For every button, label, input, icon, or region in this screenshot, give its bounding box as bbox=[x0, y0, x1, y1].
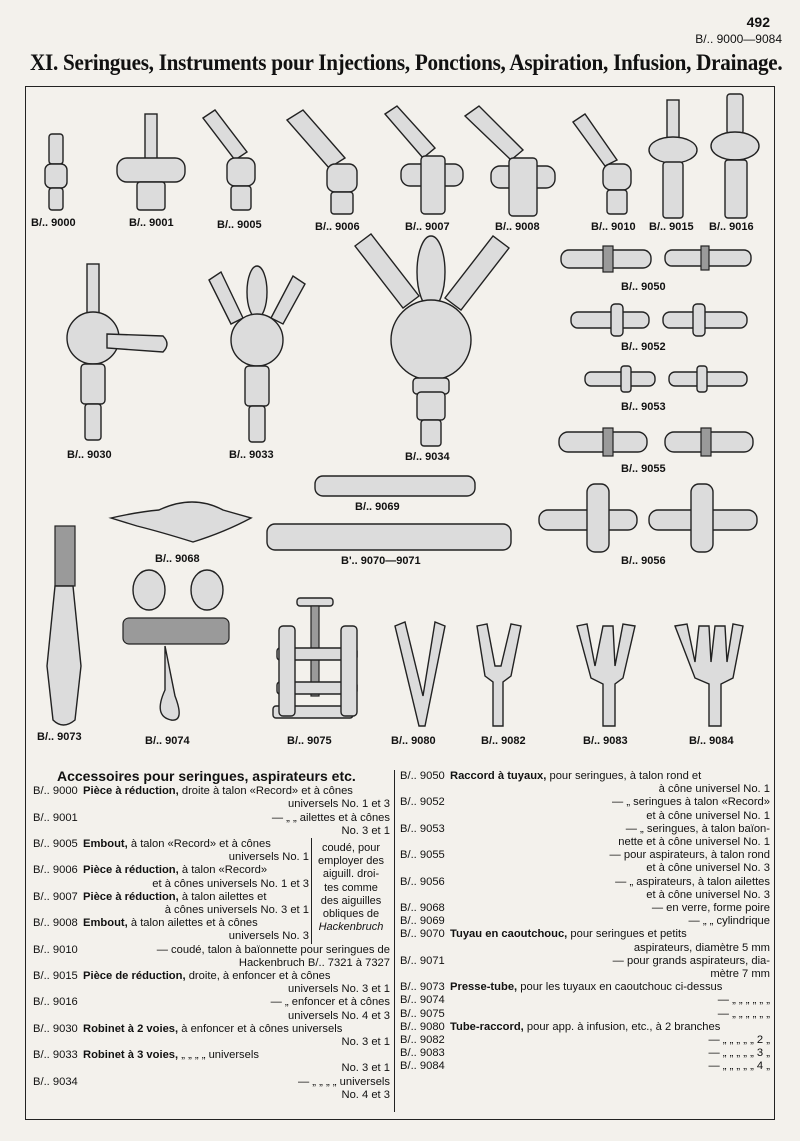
item-name: Raccord à tuyaux, bbox=[450, 770, 547, 782]
part-9069-image bbox=[315, 476, 475, 496]
item-code: B/.. 9016 bbox=[33, 996, 78, 1009]
part-9084-image bbox=[675, 624, 743, 726]
item-desc-cont: universels No. 3 et 1 bbox=[288, 983, 390, 996]
part-9068-image bbox=[111, 502, 251, 542]
item-desc: — coudé, talon à baïonnette pour seringues de bbox=[156, 943, 390, 956]
side-line: tes comme bbox=[324, 881, 378, 894]
item-desc-cont: mètre 7 mm bbox=[710, 968, 770, 981]
column-divider bbox=[394, 770, 395, 1112]
part-9083-image bbox=[577, 624, 635, 726]
item-desc: — en verre, forme poire bbox=[651, 902, 770, 915]
item-desc-cont: à cône universel No. 1 bbox=[658, 783, 770, 796]
item-desc: — „ aspirateurs, à talon ailettes bbox=[615, 875, 770, 888]
item-desc: — „ „ „ „ „ 3 „ bbox=[708, 1047, 770, 1060]
part-9050-image bbox=[561, 246, 751, 272]
part-9010-image bbox=[573, 114, 631, 214]
item-desc: — „ „ „ „ „ 2 „ bbox=[708, 1034, 770, 1047]
item-name: Pièce à réduction, bbox=[83, 785, 179, 798]
item-group-9005-9008 bbox=[33, 838, 390, 944]
item-9082 bbox=[400, 1034, 770, 1047]
item-code: B/.. 9083 bbox=[400, 1047, 445, 1060]
label-9016: B/.. 9016 bbox=[709, 221, 754, 233]
part-9006-image bbox=[287, 110, 357, 214]
items-9010-9034 bbox=[33, 944, 390, 1102]
item-code: B/.. 9068 bbox=[400, 902, 445, 915]
item-desc: à talon ailettes et à cônes bbox=[130, 917, 258, 930]
label-9034: B/.. 9034 bbox=[405, 451, 450, 463]
item-9052 bbox=[400, 796, 770, 822]
item-9084 bbox=[400, 1060, 770, 1073]
item-9083 bbox=[400, 1047, 770, 1060]
item-name: Embout, bbox=[83, 917, 128, 930]
item-code: B/.. 9001 bbox=[33, 811, 78, 824]
item-code: B/.. 9053 bbox=[400, 822, 445, 835]
item-desc-cont: No. 4 et 3 bbox=[341, 1088, 390, 1101]
item-9001 bbox=[33, 812, 390, 838]
item-9075 bbox=[400, 1008, 770, 1021]
item-desc: droite à talon «Record» et à cônes bbox=[181, 785, 353, 798]
part-9070-9071-image bbox=[267, 524, 511, 550]
side-line: employer des bbox=[317, 855, 385, 868]
item-desc-cont: à cônes universels No. 3 et 1 bbox=[164, 904, 309, 917]
item-desc: — „ enfoncer et à cônes bbox=[270, 996, 390, 1009]
item-desc: pour app. à infusion, etc., à 2 branches bbox=[526, 1020, 721, 1033]
label-9070-9071: B'.. 9070—9071 bbox=[341, 555, 421, 567]
side-line: obliques de bbox=[322, 908, 380, 921]
accessories-heading: Accessoires pour seringues, aspirateurs etc. bbox=[57, 768, 356, 784]
item-desc-cont: et à cône universel No. 1 bbox=[646, 809, 770, 822]
item-desc: „ „ „ „ universels bbox=[181, 1049, 259, 1062]
item-code: B/.. 9010 bbox=[33, 943, 78, 956]
item-desc: — „ „ „ „ „ „ bbox=[717, 1007, 770, 1020]
part-9005-image bbox=[203, 110, 255, 210]
part-9000-image bbox=[45, 134, 67, 210]
label-9055: B/.. 9055 bbox=[621, 463, 666, 475]
part-9052-image bbox=[571, 304, 747, 336]
label-9053: B/.. 9053 bbox=[621, 401, 666, 413]
item-name: Pièce à réduction, bbox=[83, 864, 179, 877]
item-9074 bbox=[400, 994, 770, 1007]
item-code: B/.. 9082 bbox=[400, 1034, 445, 1047]
label-9015: B/.. 9015 bbox=[649, 221, 694, 233]
item-code: B/.. 9055 bbox=[400, 849, 445, 862]
part-9056-image bbox=[539, 484, 757, 552]
item-9055 bbox=[400, 849, 770, 875]
item-9053 bbox=[400, 823, 770, 849]
item-name: Pièce à réduction, bbox=[83, 890, 179, 903]
item-name: Embout, bbox=[83, 838, 128, 851]
item-code: B/.. 9073 bbox=[400, 981, 445, 994]
item-code: B/.. 9034 bbox=[33, 1075, 78, 1088]
label-9084: B/.. 9084 bbox=[689, 735, 734, 747]
item-desc: — „ „ cylindrique bbox=[688, 915, 770, 928]
label-9083: B/.. 9083 bbox=[583, 735, 628, 747]
part-9073-image bbox=[47, 526, 81, 725]
label-9001: B/.. 9001 bbox=[129, 217, 174, 229]
item-9056 bbox=[400, 876, 770, 902]
item-code: B/.. 9000 bbox=[33, 785, 78, 798]
label-9008: B/.. 9008 bbox=[495, 221, 540, 233]
item-name: Robinet à 3 voies, bbox=[83, 1049, 179, 1062]
item-desc-cont: No. 3 et 1 bbox=[341, 1036, 390, 1049]
label-9050: B/.. 9050 bbox=[621, 281, 666, 293]
page-number: 492 bbox=[746, 14, 770, 30]
item-9034 bbox=[33, 1076, 390, 1102]
item-desc: — „ „ „ „ „ 4 „ bbox=[708, 1060, 770, 1073]
item-desc: — pour grands aspirateurs, dia- bbox=[612, 954, 770, 967]
item-code: B/.. 9007 bbox=[33, 890, 78, 903]
item-desc-cont: universels No. 1 et 3 bbox=[288, 798, 390, 811]
item-name: Tuyau en caoutchouc, bbox=[450, 928, 568, 941]
label-9010: B/.. 9010 bbox=[591, 221, 636, 233]
item-9030 bbox=[33, 1023, 390, 1049]
item-code: B/.. 9080 bbox=[400, 1020, 445, 1033]
item-name: Tube-raccord, bbox=[450, 1020, 524, 1033]
label-9052: B/.. 9052 bbox=[621, 341, 666, 353]
part-9008-image bbox=[465, 106, 555, 216]
side-line: coudé, pour bbox=[321, 842, 381, 855]
item-desc: pour seringues et petits bbox=[570, 928, 687, 941]
part-9030-image bbox=[67, 264, 167, 440]
item-desc-cont: universels No. 4 et 3 bbox=[288, 1009, 390, 1022]
label-9005: B/.. 9005 bbox=[217, 219, 262, 231]
side-line: Hackenbruch bbox=[318, 921, 384, 934]
label-9006: B/.. 9006 bbox=[315, 221, 360, 233]
part-9001-image bbox=[117, 114, 185, 210]
item-desc-cont: No. 3 et 1 bbox=[341, 1062, 390, 1075]
group-side-note bbox=[311, 838, 390, 944]
label-9075: B/.. 9075 bbox=[287, 735, 332, 747]
part-9016-image bbox=[711, 94, 759, 218]
item-desc: à enfoncer et à cônes universels bbox=[181, 1022, 343, 1035]
item-desc-cont: et à cône universel No. 3 bbox=[646, 888, 770, 901]
part-9034-image bbox=[355, 234, 509, 446]
item-code: B/.. 9071 bbox=[400, 954, 445, 967]
part-9015-image bbox=[649, 100, 697, 218]
item-code: B/.. 9008 bbox=[33, 917, 78, 930]
item-desc: à talon «Record» bbox=[181, 864, 268, 877]
item-desc: — „ seringues à talon «Record» bbox=[612, 796, 770, 809]
label-9033: B/.. 9033 bbox=[229, 449, 274, 461]
item-desc: — „ „ ailettes et à cônes bbox=[271, 811, 390, 824]
item-9080 bbox=[400, 1021, 770, 1034]
item-code: B/.. 9005 bbox=[33, 838, 78, 851]
item-code: B/.. 9069 bbox=[400, 915, 445, 928]
item-desc-cont: universels No. 1 bbox=[228, 851, 309, 864]
part-9075-image bbox=[273, 598, 357, 718]
item-name: Pièce de réduction, bbox=[83, 970, 186, 983]
item-code: B/.. 9015 bbox=[33, 970, 78, 983]
item-code: B/.. 9033 bbox=[33, 1049, 78, 1062]
item-9070 bbox=[400, 928, 770, 954]
label-9068: B/.. 9068 bbox=[155, 553, 200, 565]
part-9053-image bbox=[585, 366, 747, 392]
item-code: B/.. 9006 bbox=[33, 864, 78, 877]
label-9056: B/.. 9056 bbox=[621, 555, 666, 567]
item-9016 bbox=[33, 996, 390, 1022]
part-9033-image bbox=[209, 266, 305, 442]
item-code: B/.. 9056 bbox=[400, 875, 445, 888]
item-9000 bbox=[33, 785, 390, 811]
item-desc-cont: universels No. 3 bbox=[228, 930, 309, 943]
label-9007: B/.. 9007 bbox=[405, 221, 450, 233]
item-9069 bbox=[400, 915, 770, 928]
item-desc: — „ „ „ „ „ „ bbox=[717, 994, 770, 1007]
label-9069: B/.. 9069 bbox=[355, 501, 400, 513]
item-code: B/.. 9030 bbox=[33, 1022, 78, 1035]
part-9080-image bbox=[395, 622, 445, 726]
label-9074: B/.. 9074 bbox=[145, 735, 190, 747]
item-9015 bbox=[33, 970, 390, 996]
label-9080: B/.. 9080 bbox=[391, 735, 436, 747]
page-reference: B/.. 9000—9084 bbox=[695, 32, 782, 46]
page-title: XI. Seringues, Instruments pour Injections, Ponctions, Aspiration, Infusion, Drainage. bbox=[30, 50, 783, 75]
part-9055-image bbox=[559, 428, 753, 456]
item-desc: pour seringues, à talon rond et bbox=[549, 770, 702, 782]
item-name: Presse-tube, bbox=[450, 981, 518, 994]
item-code: B/.. 9074 bbox=[400, 994, 445, 1007]
side-line: aiguill. droi- bbox=[322, 868, 380, 881]
item-9071 bbox=[400, 955, 770, 981]
part-9074-image bbox=[123, 570, 229, 720]
label-9073: B/.. 9073 bbox=[37, 731, 82, 743]
part-9007-image bbox=[385, 106, 463, 214]
item-code: B/.. 9084 bbox=[400, 1060, 445, 1073]
item-desc: — „ „ „ „ universels bbox=[298, 1075, 390, 1088]
item-9010 bbox=[33, 944, 390, 970]
part-9082-image bbox=[477, 624, 521, 726]
item-9033 bbox=[33, 1049, 390, 1075]
item-code: B/.. 9075 bbox=[400, 1007, 445, 1020]
item-desc: — „ seringues, à talon baïon- bbox=[625, 822, 770, 835]
item-code: B/.. 9050 bbox=[400, 770, 445, 782]
item-desc: à talon ailettes et bbox=[181, 890, 267, 903]
item-desc: droite, à enfoncer et à cônes bbox=[188, 970, 331, 983]
accessories-right-column bbox=[400, 770, 770, 1074]
item-desc-cont: No. 3 et 1 bbox=[341, 824, 390, 837]
item-desc-cont: nette et à cône universel No. 1 bbox=[618, 836, 770, 849]
label-9030: B/.. 9030 bbox=[67, 449, 112, 461]
item-code: B/.. 9070 bbox=[400, 928, 445, 941]
item-desc-cont: et à cône universel No. 3 bbox=[646, 862, 770, 875]
item-desc-cont: Hackenbruch B/.. 7321 à 7327 bbox=[238, 956, 390, 969]
side-line: des aiguilles bbox=[320, 894, 382, 907]
item-desc-cont: et à cônes universels No. 1 et 3 bbox=[152, 877, 309, 890]
instrument-illustrations bbox=[25, 86, 773, 766]
item-code: B/.. 9052 bbox=[400, 796, 445, 809]
item-desc: à talon «Record» et à cônes bbox=[130, 838, 271, 851]
accessories-left-column bbox=[33, 770, 390, 1102]
item-9050 bbox=[400, 770, 770, 796]
label-9082: B/.. 9082 bbox=[481, 735, 526, 747]
item-desc-cont: aspirateurs, diamètre 5 mm bbox=[633, 941, 770, 954]
label-9000: B/.. 9000 bbox=[31, 217, 76, 229]
item-desc: pour les tuyaux en caoutchouc ci-dessus bbox=[520, 981, 723, 994]
item-9068 bbox=[400, 902, 770, 915]
item-name: Robinet à 2 voies, bbox=[83, 1022, 179, 1035]
item-9073 bbox=[400, 981, 770, 994]
item-desc: — pour aspirateurs, à talon rond bbox=[609, 849, 770, 862]
